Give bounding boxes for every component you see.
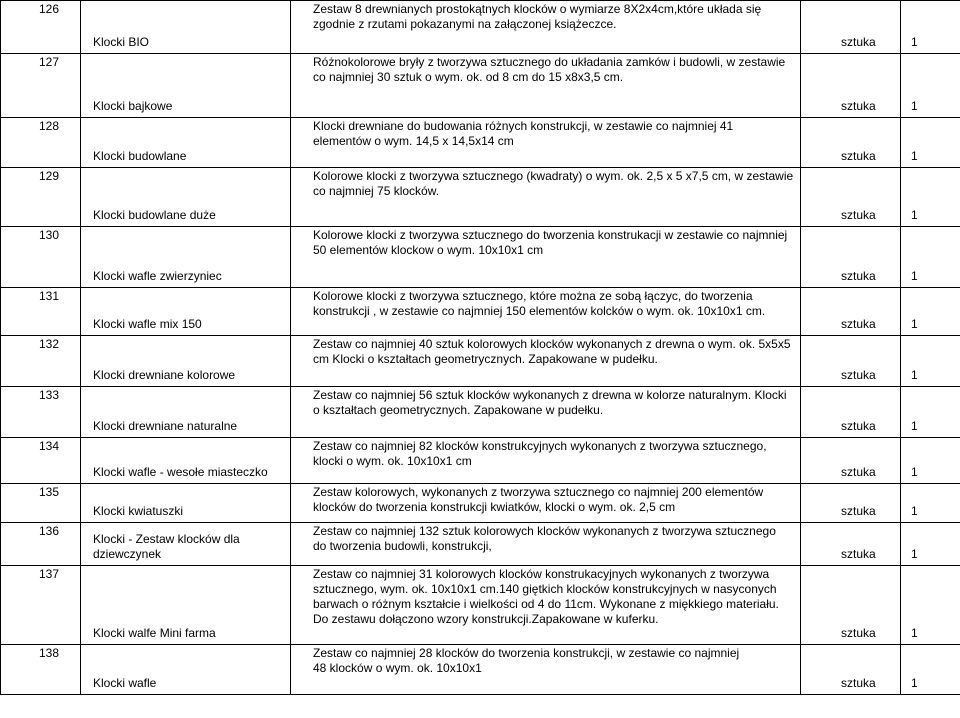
table-row [1,438,960,484]
item-name: Klocki wafle zwierzyniec [81,227,291,288]
item-description: Zestaw co najmniej 82 klocków konstrukcyjnych wykonanych z tworzywa sztucznego, klocki o wym. ok. 10x10x1 cm [291,438,801,484]
item-number: 128 [1,118,81,168]
item-description: Zestaw co najmniej 56 sztuk klocków wykonanych z drewna w kolorze naturalnym. Klocki o kształtach geometrycznych. Zapakowane w pudełku. [291,387,801,438]
item-description: Zestaw co najmniej 28 klocków do tworzenia konstrukcji, w zestawie co najmniej 48 klocków o wym. ok. 10x10x1 [291,645,801,695]
item-unit: sztuka [801,118,901,168]
item-quantity: 1 [901,566,960,645]
item-quantity: 1 [901,336,960,387]
item-description: Kolorowe klocki z tworzywa sztucznego (kwadraty) o wym. ok. 2,5 x 5 x7,5 cm, w zestawie co najmniej 75 klocków. [291,168,801,227]
item-description: Klocki drewniane do budowania różnych konstrukcji, w zestawie co najmniej 41 elementów o wym. 14,5 x 14,5x14 cm [291,118,801,168]
item-number: 131 [1,288,81,336]
item-number: 127 [1,54,81,118]
item-unit: sztuka [801,1,901,54]
item-name: Klocki drewniane naturalne [81,387,291,438]
item-description: Zestaw kolorowych, wykonanych z tworzywa sztucznego co najmniej 200 elementów klocków do tworzenia konstrukcji kwiatków, klocki o wym. ok. 2,5 cm [291,484,801,523]
item-quantity: 1 [901,438,960,484]
item-quantity: 1 [901,227,960,288]
item-quantity: 1 [901,288,960,336]
item-number: 129 [1,168,81,227]
item-number: 137 [1,566,81,645]
table-row [1,387,960,438]
item-description: Zestaw co najmniej 132 sztuk kolorowych klocków wykonanych z tworzywa sztucznego do tworzenia budowli, konstrukcji, [291,523,801,566]
item-quantity: 1 [901,645,960,695]
item-unit: sztuka [801,54,901,118]
item-quantity: 1 [901,168,960,227]
item-quantity: 1 [901,118,960,168]
table-row [1,288,960,336]
item-number: 130 [1,227,81,288]
item-unit: sztuka [801,566,901,645]
table-row [1,54,960,118]
item-number: 132 [1,336,81,387]
table-row [1,523,960,566]
item-name: Klocki budowlane duże [81,168,291,227]
item-unit: sztuka [801,336,901,387]
table-row [1,1,960,54]
item-number: 136 [1,523,81,566]
item-unit: sztuka [801,288,901,336]
item-description: Różnokolorowe bryły z tworzywa sztucznego do układania zamków i budowli, w zestawie co najmniej 30 sztuk o wym. ok. od 8 cm do 15 x8x3,5 cm. [291,54,801,118]
item-name: Klocki bajkowe [81,54,291,118]
item-description: Zestaw 8 drewnianych prostokątnych klocków o wymiarze 8X2x4cm,które układa się zgodnie z rzutami pokazanymi na załączonej książeczce. [291,1,801,54]
item-unit: sztuka [801,645,901,695]
table-row [1,484,960,523]
item-description: Zestaw co najmniej 31 kolorowych klocków konstrukacyjnych wykonanych z tworzywa sztucznego, wym. ok. 10x10x1 cm.140 giętkich klocków konstrukcyjnych w nasyconych barwach o różnym kształcie i wielkości od 4 do 11cm. Wykonane z miękkiego materiału. Do zestawu dołączono wzory konstrukcji.Zapakowane w kuferku. [291,566,801,645]
item-unit: sztuka [801,387,901,438]
table-row [1,118,960,168]
item-number: 138 [1,645,81,695]
table-row [1,566,960,645]
table-row [1,168,960,227]
item-name: Klocki - Zestaw klocków dla dziewczynek [81,523,291,566]
table-row [1,645,960,695]
item-description: Zestaw co najmniej 40 sztuk kolorowych klocków wykonanych z drewna o wym. ok. 5x5x5 cm Klocki o kształtach geometrycznych. Zapakowane w pudełku. [291,336,801,387]
item-number: 134 [1,438,81,484]
item-number: 126 [1,1,81,54]
item-description: Kolorowe klocki z tworzywa sztucznego do tworzenia konstrukacji w zestawie co najmniej 50 elementów klockow o wym. 10x10x1 cm [291,227,801,288]
table-row [1,227,960,288]
item-unit: sztuka [801,523,901,566]
table-row [1,336,960,387]
item-name: Klocki wafle - wesołe miasteczko [81,438,291,484]
item-name: Klocki wafle mix 150 [81,288,291,336]
item-name: Klocki BIO [81,1,291,54]
item-unit: sztuka [801,484,901,523]
item-name: Klocki wafle [81,645,291,695]
item-number: 133 [1,387,81,438]
item-name: Klocki walfe Mini farma [81,566,291,645]
item-description: Kolorowe klocki z tworzywa sztucznego, które można ze sobą łączyc, do tworzenia konstrukcji , w zestawie co najmniej 150 elementów kolcków o wym. ok. 10x10x1 cm. [291,288,801,336]
item-quantity: 1 [901,1,960,54]
item-quantity: 1 [901,484,960,523]
item-unit: sztuka [801,227,901,288]
item-quantity: 1 [901,54,960,118]
items-table-body [1,1,960,695]
item-number: 135 [1,484,81,523]
item-name: Klocki kwiatuszki [81,484,291,523]
item-quantity: 1 [901,387,960,438]
item-name: Klocki drewniane kolorowe [81,336,291,387]
item-quantity: 1 [901,523,960,566]
item-unit: sztuka [801,438,901,484]
item-unit: sztuka [801,168,901,227]
item-name: Klocki budowlane [81,118,291,168]
